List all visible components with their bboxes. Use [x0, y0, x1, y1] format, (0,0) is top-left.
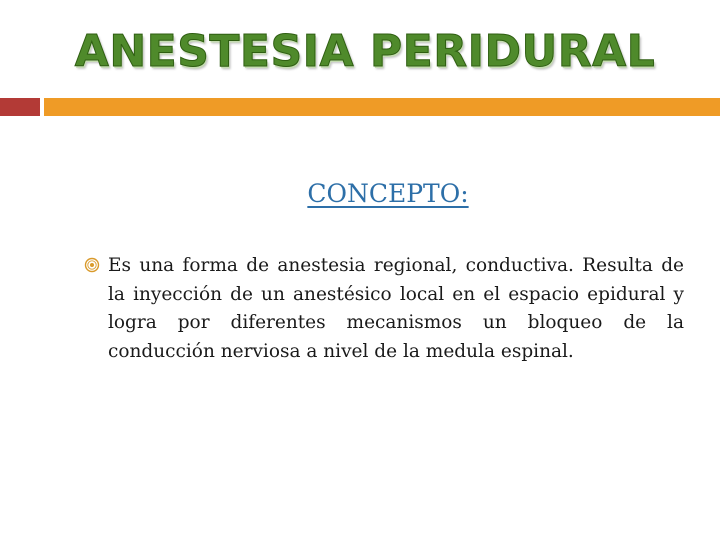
section-heading-text: CONCEPTO:	[307, 179, 469, 208]
slide-title: ANESTESIA PERIDURAL	[74, 26, 656, 77]
bullet-item	[84, 252, 684, 366]
title-rule-accent	[0, 98, 40, 116]
title-rule-bar	[44, 98, 720, 116]
bullet-text: Es una forma de anestesia regional, conductiva. Resulta de la inyección de un anestésico local en el espacio epidural y logra por diferentes mecanismos un bloqueo de la conducción nerviosa a nivel de la medula espinal.	[108, 255, 684, 362]
circled-dot-bullet-icon	[84, 257, 100, 273]
section-heading	[0, 176, 720, 212]
